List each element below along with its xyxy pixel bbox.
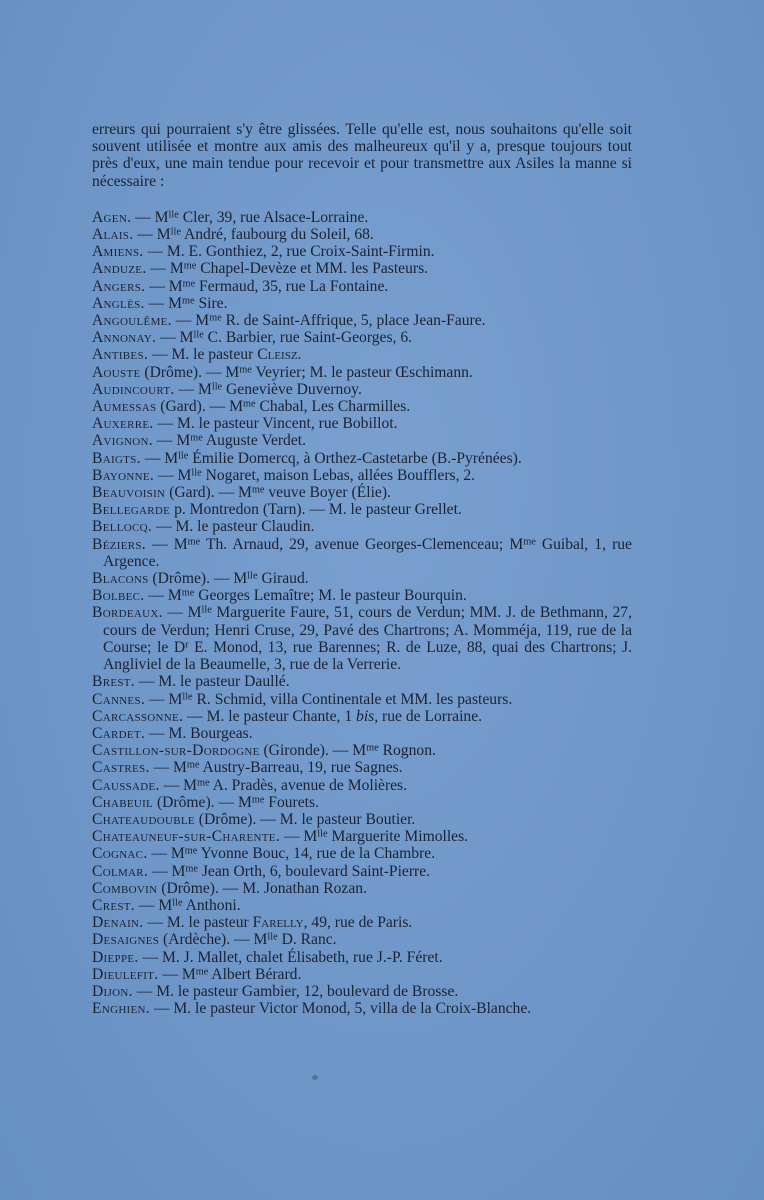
city-name: Carcassonne. bbox=[92, 707, 184, 725]
city-name: Bordeaux. bbox=[92, 604, 163, 622]
entry-text: (Gard). — M bbox=[156, 398, 244, 416]
city-name: Dieppe. bbox=[92, 948, 139, 966]
city-name: Dieulefit. bbox=[92, 965, 159, 983]
city-name: Bellegarde bbox=[92, 501, 171, 519]
list-item bbox=[92, 931, 632, 948]
list-item bbox=[92, 260, 632, 277]
list-item bbox=[92, 346, 632, 363]
city-name: Angers. bbox=[92, 277, 146, 295]
entry-text: A. Pradès, avenue de Molières. bbox=[209, 776, 408, 794]
entry-text: — M bbox=[146, 260, 184, 278]
title-abbreviation: me bbox=[243, 398, 256, 410]
entry-text: Austry-Barreau, 19, rue Sagnes. bbox=[199, 759, 403, 777]
title-abbreviation: lle bbox=[191, 467, 202, 479]
entry-text: (Drôme). — M bbox=[140, 363, 240, 381]
entry-text: — M. le pasteur Vincent, rue Bobillot. bbox=[153, 415, 398, 433]
city-name: Amiens. bbox=[92, 243, 144, 261]
list-item bbox=[92, 742, 632, 759]
entry-text: — M. le pasteur Victor Monod, 5, villa de la Croix-Blanche. bbox=[149, 1000, 532, 1018]
list-item bbox=[92, 501, 632, 518]
list-item bbox=[92, 949, 632, 966]
entry-text: Yvonne Bouc, 14, rue de la Chambre. bbox=[197, 845, 436, 863]
surname-small-caps: Farelly bbox=[252, 914, 304, 932]
entry-text: Auguste Verdet. bbox=[202, 432, 307, 450]
city-name: Castillon-sur-Dordogne bbox=[92, 742, 260, 760]
entry-text: — M bbox=[145, 690, 183, 708]
city-name: Cannes. bbox=[92, 690, 146, 708]
list-item bbox=[92, 518, 632, 535]
entry-text: , 49, rue de Paris. bbox=[303, 914, 413, 932]
title-abbreviation: me bbox=[186, 759, 200, 771]
list-item bbox=[92, 863, 632, 880]
entry-text: Anthoni. bbox=[182, 896, 241, 914]
entry-text: (Drôme). — M. Jonathan Rozan. bbox=[157, 879, 367, 897]
entry-text: Giraud. bbox=[257, 570, 309, 588]
entry-text: — M bbox=[159, 776, 197, 794]
entry-text: — M bbox=[131, 208, 169, 226]
title-abbreviation: me bbox=[181, 295, 195, 307]
entry-text: veuve Boyer (Élie). bbox=[264, 484, 391, 502]
entry-text: Fourets. bbox=[264, 793, 319, 811]
intro-paragraph: erreurs qui pourraient s'y être glissées. Telle qu'elle est, nous souhaitons qu'elle soit souvent utilisée et montre aux amis des malheureux qu'il y a, presque toujours tout près d'eux, une main tendue pour recevoir et pour transmettre aux Asiles la manne si nécessaire : bbox=[92, 121, 632, 190]
entry-text: — M bbox=[145, 277, 183, 295]
list-item bbox=[92, 983, 632, 1000]
list-item bbox=[92, 484, 632, 501]
title-abbreviation: me bbox=[185, 862, 198, 874]
entry-text: C. Barbier, rue Saint-Georges, 6. bbox=[203, 329, 413, 347]
entry-text: — M bbox=[148, 862, 186, 880]
city-name: Anglès. bbox=[92, 294, 145, 312]
list-item bbox=[92, 828, 632, 845]
entry-text: — M. le pasteur Claudin. bbox=[152, 518, 315, 536]
entry-text: (Drôme). — M bbox=[148, 570, 248, 588]
city-name: Chateauneuf-sur-Charente. bbox=[92, 828, 281, 846]
title-abbreviation: lle bbox=[172, 897, 183, 909]
entry-text: — M bbox=[156, 329, 194, 347]
entry-text: Sire. bbox=[194, 294, 228, 312]
entry-text: — M bbox=[162, 604, 202, 622]
city-name: Baigts. bbox=[92, 449, 141, 467]
entry-text: (Ardèche). — M bbox=[159, 931, 268, 949]
entry-text: Cler, 39, rue Alsace-Lorraine. bbox=[178, 208, 369, 226]
city-name: Beauvoisin bbox=[92, 484, 166, 502]
title-abbreviation: lle bbox=[267, 931, 278, 943]
entry-text: — M. Bourgeas. bbox=[145, 724, 253, 742]
city-name: Dijon. bbox=[92, 982, 133, 1000]
entry-text: — M bbox=[147, 845, 185, 863]
entry-text: Fermaud, 35, rue La Fontaine. bbox=[195, 277, 389, 295]
title-abbreviation: me bbox=[366, 742, 379, 754]
list-item bbox=[92, 243, 632, 260]
entry-text: (Gard). — M bbox=[165, 484, 252, 502]
entry-text: — M. J. Mallet, chalet Élisabeth, rue J.-P. Féret. bbox=[138, 948, 443, 966]
list-item bbox=[92, 312, 632, 329]
list-item bbox=[92, 295, 632, 312]
entry-text: Marguerite Mimolles. bbox=[327, 828, 469, 846]
city-name: Brest. bbox=[92, 673, 135, 691]
list-item bbox=[92, 226, 632, 243]
title-abbreviation: me bbox=[209, 312, 222, 324]
list-item bbox=[92, 570, 632, 587]
entry-text: — M. E. Gonthiez, 2, rue Croix-Saint-Firmin. bbox=[143, 243, 435, 261]
city-name: Alais. bbox=[92, 226, 134, 244]
entry-text: Geneviève Duvernoy. bbox=[222, 380, 362, 398]
list-item bbox=[92, 897, 632, 914]
title-abbreviation: lle bbox=[182, 690, 193, 702]
entry-text: — M bbox=[171, 312, 210, 330]
entry-text: — M. le pasteur bbox=[148, 346, 258, 364]
entry-text: — M. le pasteur Chante, 1 bbox=[183, 707, 357, 725]
list-item bbox=[92, 880, 632, 897]
entry-text: André, faubourg du Soleil, 68. bbox=[180, 226, 374, 244]
list-item bbox=[92, 708, 632, 725]
entry-text: Albert Bérard. bbox=[208, 965, 302, 983]
title-abbreviation: me bbox=[181, 587, 195, 599]
city-name: Annonay. bbox=[92, 329, 157, 347]
city-name: Avignon. bbox=[92, 432, 153, 450]
list-item bbox=[92, 329, 632, 346]
list-item bbox=[92, 845, 632, 862]
entry-text: Rognon. bbox=[378, 742, 436, 760]
title-abbreviation: me bbox=[251, 794, 265, 806]
title-abbreviation: me bbox=[183, 260, 197, 272]
entry-text: (Drôme). — M bbox=[153, 793, 252, 811]
list-item bbox=[92, 536, 632, 570]
list-item bbox=[92, 914, 632, 931]
entry-text: — M bbox=[154, 466, 192, 484]
entry-text: — M bbox=[280, 828, 318, 846]
entry-text: R. de Saint-Affrique, 5, place Jean-Faure. bbox=[221, 312, 486, 330]
title-abbreviation: lle bbox=[168, 209, 179, 221]
entry-text: (Gironde). — M bbox=[259, 742, 367, 760]
entry-text: — M bbox=[158, 965, 196, 983]
city-name: Desaignes bbox=[92, 931, 160, 949]
list-item bbox=[92, 381, 632, 398]
entry-text: Georges Lemaître; M. le pasteur Bourquin. bbox=[194, 587, 467, 605]
title-abbreviation: lle bbox=[201, 604, 212, 616]
city-name: Béziers. bbox=[92, 535, 146, 553]
entry-text: — M bbox=[149, 759, 187, 777]
text-block bbox=[92, 121, 632, 1017]
city-name: Audincourt. bbox=[92, 380, 175, 398]
city-name: Aumessas bbox=[92, 398, 157, 416]
entry-text: D. Ranc. bbox=[277, 931, 337, 949]
address-list bbox=[92, 209, 632, 1018]
list-item bbox=[92, 1000, 632, 1017]
city-name: Auxerre. bbox=[92, 415, 154, 433]
title-abbreviation: me bbox=[197, 776, 210, 788]
city-name: Blacons bbox=[92, 570, 149, 588]
entry-text: Nogaret, maison Lebas, allées Boufflers, 2. bbox=[201, 466, 476, 484]
title-abbreviation: lle bbox=[317, 828, 328, 840]
entry-text: — M. le pasteur bbox=[143, 914, 253, 932]
title-abbreviation: me bbox=[187, 536, 201, 548]
city-name: Cognac. bbox=[92, 845, 148, 863]
title-abbreviation: lle bbox=[247, 570, 258, 582]
entry-text: Th. Arnaud, 29, avenue Georges-Clemenceau; M bbox=[200, 535, 524, 553]
list-item bbox=[92, 467, 632, 484]
list-item bbox=[92, 673, 632, 690]
entry-text: — M bbox=[135, 896, 173, 914]
entry-text: — M bbox=[144, 587, 182, 605]
city-name: Cardet. bbox=[92, 724, 146, 742]
paper-speck bbox=[312, 1075, 318, 1080]
city-name: Denain. bbox=[92, 914, 144, 932]
title-abbreviation: r bbox=[185, 639, 189, 651]
list-item bbox=[92, 398, 632, 415]
entry-text: Veyrier; M. le pasteur Œschimann. bbox=[251, 363, 473, 381]
list-item bbox=[92, 450, 632, 467]
city-name: Bolbec. bbox=[92, 587, 145, 605]
entry-text: — M bbox=[174, 380, 212, 398]
city-name: Colmar. bbox=[92, 862, 149, 880]
entry-text: Guibal, 1, rue Argence. bbox=[103, 535, 632, 570]
city-name: Caussade. bbox=[92, 776, 160, 794]
entry-text: , rue de Lorraine. bbox=[374, 707, 483, 725]
title-abbreviation: me bbox=[251, 484, 265, 496]
city-name: Bellocq. bbox=[92, 518, 153, 536]
entry-text: E. Monod, 13, rue Barennes; R. de Luze, 88, quai des Chartrons; J. Angliviel de la Beaumelle, 3, rue de la Verrerie. bbox=[103, 638, 632, 674]
city-name: Chateaudouble bbox=[92, 810, 195, 828]
entry-text: . bbox=[297, 346, 302, 364]
list-item bbox=[92, 759, 632, 776]
list-item bbox=[92, 777, 632, 794]
title-abbreviation: me bbox=[195, 966, 209, 978]
title-abbreviation: lle bbox=[178, 450, 189, 462]
entry-text: — M bbox=[145, 535, 188, 553]
entry-text: p. Montredon (Tarn). — M. le pasteur Grellet. bbox=[170, 501, 462, 519]
entry-text: Chabal, Les Charmilles. bbox=[255, 398, 411, 416]
title-abbreviation: me bbox=[190, 432, 203, 444]
list-item bbox=[92, 966, 632, 983]
entry-text: Jean Orth, 6, boulevard Saint-Pierre. bbox=[197, 862, 431, 880]
city-name: Anduze. bbox=[92, 260, 147, 278]
entry-text: — M bbox=[144, 294, 182, 312]
list-item bbox=[92, 364, 632, 381]
entry-text: — M. le pasteur Gambier, 12, boulevard de Brosse. bbox=[132, 982, 459, 1000]
entry-text: Marguerite Faure, 51, cours de Verdun; MM. J. de Bethmann, 27, cours de Verdun; Henri Cruse, 29, Pavé des Chartrons; A. Momméja, 119, rue de la Course; le D bbox=[103, 604, 633, 656]
city-name: Bayonne. bbox=[92, 466, 155, 484]
city-name: Chabeuil bbox=[92, 793, 154, 811]
list-item bbox=[92, 209, 632, 226]
title-abbreviation: me bbox=[523, 536, 536, 548]
list-item bbox=[92, 811, 632, 828]
title-abbreviation: lle bbox=[170, 226, 181, 238]
surname-small-caps: Cleisz bbox=[257, 346, 298, 364]
city-name: Castres. bbox=[92, 759, 150, 777]
entry-text: Chapel-Devèze et MM. les Pasteurs. bbox=[196, 260, 429, 278]
city-name: Combovin bbox=[92, 879, 158, 897]
entry-text: — M bbox=[152, 432, 191, 450]
title-abbreviation: me bbox=[184, 845, 198, 857]
title-abbreviation: me bbox=[182, 278, 196, 289]
list-item bbox=[92, 278, 632, 295]
list-item bbox=[92, 587, 632, 604]
list-item bbox=[92, 691, 632, 708]
list-item bbox=[92, 725, 632, 742]
city-name: Crest. bbox=[92, 896, 135, 914]
city-name: Antibes. bbox=[92, 346, 149, 364]
entry-text: R. Schmid, villa Continentale et MM. les pasteurs. bbox=[192, 690, 513, 708]
city-name: Aouste bbox=[92, 363, 141, 381]
list-item bbox=[92, 604, 632, 673]
entry-text: Émilie Domercq, à Orthez-Castetarbe (B.-Pyrénées). bbox=[188, 449, 522, 467]
list-item bbox=[92, 415, 632, 432]
title-abbreviation: lle bbox=[211, 381, 223, 393]
list-item bbox=[92, 794, 632, 811]
list-item bbox=[92, 432, 632, 449]
italic-text: bis bbox=[356, 707, 375, 725]
entry-text: — M. le pasteur Daullé. bbox=[135, 673, 290, 691]
title-abbreviation: lle bbox=[193, 329, 204, 341]
entry-text: — M bbox=[133, 226, 171, 244]
entry-text: (Drôme). — M. le pasteur Boutier. bbox=[194, 810, 416, 828]
city-name: Enghien. bbox=[92, 1000, 150, 1018]
title-abbreviation: me bbox=[239, 364, 252, 376]
city-name: Angoulême. bbox=[92, 312, 172, 330]
entry-text: — M bbox=[140, 449, 179, 467]
city-name: Agen. bbox=[92, 208, 132, 226]
